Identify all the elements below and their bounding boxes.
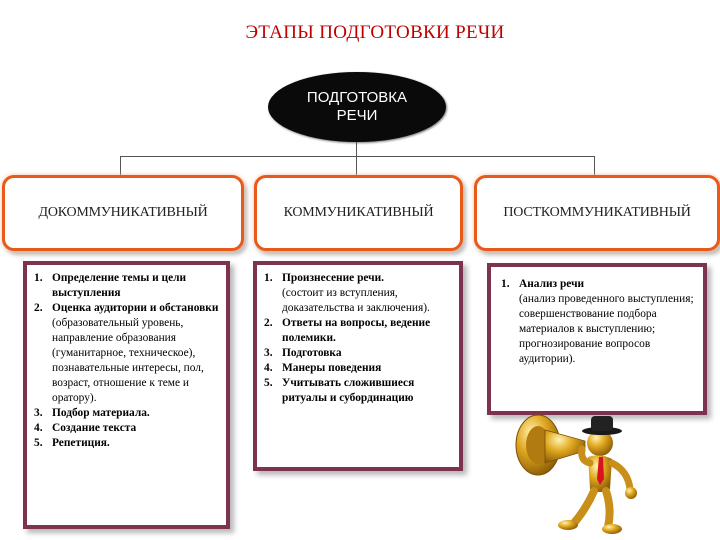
- stage-header-pre-label: ДОКОММУНИКАТИВНЫЙ: [38, 205, 208, 220]
- item-bold: Оценка аудитории и обстановки: [52, 302, 219, 314]
- item-number: 3.: [264, 347, 273, 359]
- item-number: 2.: [264, 317, 273, 329]
- list-item: [34, 301, 224, 406]
- connector-drop-middle: [356, 156, 357, 175]
- stage-header-main-label: КОММУНИКАТИВНЫЙ: [283, 205, 434, 220]
- stage-header-main: [254, 175, 463, 251]
- item-number: 5.: [264, 377, 273, 389]
- item-bold: Подбор материала.: [52, 407, 150, 419]
- page-title: ЭТАПЫ ПОДГОТОВКИ РЕЧИ: [245, 22, 505, 43]
- item-bold: Анализ речи: [519, 278, 585, 290]
- connector-root-stem: [356, 142, 357, 156]
- item-bold: Произнесение речи.: [282, 272, 385, 284]
- item-number: 4.: [34, 422, 43, 434]
- item-text: (анализ проведенного выступления; совершенствование подбора материалов к выступлению; прогнозирование вопросов аудитории).: [519, 293, 694, 365]
- list-item: [501, 277, 701, 367]
- root-node-label: ПОДГОТОВКА РЕЧИ: [306, 89, 408, 124]
- item-number: 5.: [34, 437, 43, 449]
- item-number: 1.: [501, 278, 510, 290]
- connector-drop-left: [120, 156, 121, 175]
- item-number: 2.: [34, 302, 43, 314]
- connector-horizontal: [120, 156, 594, 157]
- item-bold: Манеры поведения: [282, 362, 382, 374]
- stage-header-post: [474, 175, 720, 251]
- list-item: [264, 271, 457, 316]
- stage-pre-list: [34, 271, 224, 451]
- list-item: [264, 316, 457, 346]
- item-text: (состоит из вступления, доказательства и заключения).: [282, 287, 430, 314]
- list-item: [34, 406, 224, 421]
- item-number: 1.: [34, 272, 43, 284]
- connector-drop-right: [594, 156, 595, 175]
- item-bold: Создание текста: [52, 422, 137, 434]
- stage-header-post-label: ПОСТКОММУНИКАТИВНЫЙ: [503, 205, 691, 220]
- item-number: 1.: [264, 272, 273, 284]
- list-item: [34, 436, 224, 451]
- stage-main-list: [264, 271, 457, 406]
- item-text: (образовательный уровень, направление образования (гуманитарное, техническое), познавательные интересы, пол, возраст, отношение к теме и оратору).: [52, 317, 204, 404]
- item-bold: Подготовка: [282, 347, 342, 359]
- item-bold: Ответы на вопросы, ведение полемики.: [282, 317, 431, 344]
- stage-header-pre: [2, 175, 244, 251]
- list-item: [264, 376, 457, 406]
- list-item: [34, 421, 224, 436]
- stage-pre-box: [23, 261, 230, 529]
- stage-post-box: [487, 263, 707, 415]
- item-number: 3.: [34, 407, 43, 419]
- list-item: [264, 361, 457, 376]
- megaphone-figure-icon: [500, 405, 660, 535]
- list-item: [34, 271, 224, 301]
- stage-post-list: [501, 277, 701, 367]
- item-bold: Определение темы и цели выступления: [52, 272, 187, 299]
- root-node: [268, 72, 446, 142]
- list-item: [264, 346, 457, 361]
- item-number: 4.: [264, 362, 273, 374]
- item-bold: Репетиция.: [52, 437, 110, 449]
- item-bold: Учитывать сложившиеся ритуалы и субординацию: [282, 377, 415, 404]
- stage-main-box: [253, 261, 463, 471]
